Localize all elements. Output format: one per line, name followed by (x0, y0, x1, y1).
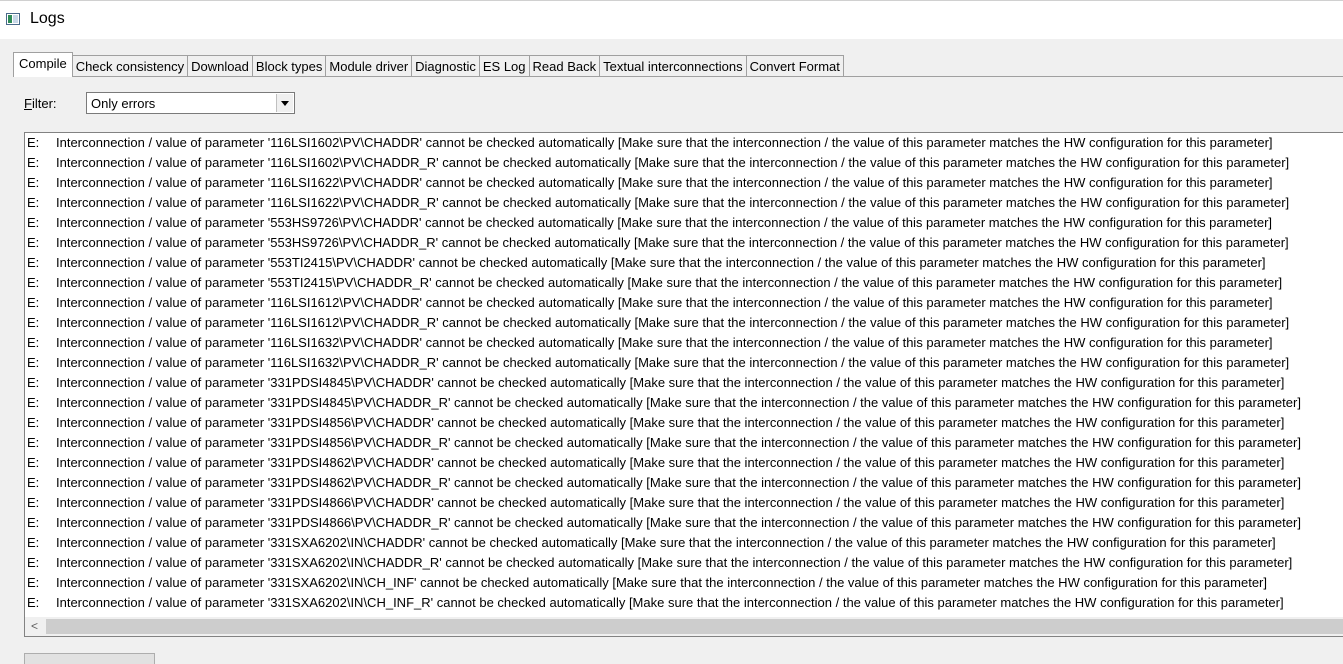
log-message: Interconnection / value of parameter '331PDSI4866\PV\CHADDR_R' cannot be checked automatically [Make sure that the interconnection / the value of this parameter matches the HW configuration for this parameter] (56, 515, 1301, 530)
log-level: E: (27, 415, 40, 430)
tab-block-types[interactable]: Block types (253, 55, 326, 77)
log-message: Interconnection / value of parameter '553HS9726\PV\CHADDR_R' cannot be checked automatically [Make sure that the interconnection / the value of this parameter matches the HW configuration for this parameter] (56, 235, 1289, 250)
log-message: Interconnection / value of parameter '331PDSI4845\PV\CHADDR' cannot be checked automatically [Make sure that the interconnection / the value of this parameter matches the HW configuration for this parameter] (56, 375, 1285, 390)
log-message: Interconnection / value of parameter '331SXA6202\IN\CH_INF_R' cannot be checked automatically [Make sure that the interconnection / the value of this parameter matches the HW configuration for this parameter] (56, 595, 1284, 610)
tab-diagnostic[interactable]: Diagnostic (412, 55, 480, 77)
log-message: Interconnection / value of parameter '116LSI1602\PV\CHADDR_R' cannot be checked automatically [Make sure that the interconnection / the value of this parameter matches the HW configuration for this parameter] (56, 155, 1290, 170)
title-bar (0, 0, 1343, 39)
filter-dropdown-value: Only errors (91, 96, 156, 111)
tab-es-log[interactable]: ES Log (480, 55, 530, 77)
filter-label-accelerator: F (24, 96, 32, 111)
chevron-left-icon[interactable]: < (30, 619, 38, 633)
tab-textual-interconnections[interactable]: Textual interconnections (600, 55, 746, 77)
log-message: Interconnection / value of parameter '331PDSI4845\PV\CHADDR_R' cannot be checked automatically [Make sure that the interconnection / the value of this parameter matches the HW configuration for this parameter] (56, 395, 1301, 410)
tab-read-back[interactable]: Read Back (530, 55, 601, 77)
log-message: Interconnection / value of parameter '116LSI1602\PV\CHADDR' cannot be checked automatically [Make sure that the interconnection / the value of this parameter matches the HW configuration for this parameter] (56, 135, 1273, 150)
tab-module-driver[interactable]: Module driver (326, 55, 412, 77)
chevron-down-icon[interactable] (276, 94, 293, 112)
log-message: Interconnection / value of parameter '331PDSI4862\PV\CHADDR' cannot be checked automatically [Make sure that the interconnection / the value of this parameter matches the HW configuration for this parameter] (56, 455, 1285, 470)
log-message: Interconnection / value of parameter '553TI2415\PV\CHADDR_R' cannot be checked automatically [Make sure that the interconnection / the value of this parameter matches the HW configuration for this parameter] (56, 275, 1283, 290)
log-level: E: (27, 335, 40, 350)
log-level: E: (27, 455, 40, 470)
tab-compile[interactable]: Compile (13, 52, 73, 77)
log-level: E: (27, 475, 40, 490)
log-level: E: (27, 395, 40, 410)
tab-strip (13, 53, 844, 77)
log-level: E: (27, 355, 40, 370)
log-message: Interconnection / value of parameter '553TI2415\PV\CHADDR' cannot be checked automatically [Make sure that the interconnection / the value of this parameter matches the HW configuration for this parameter] (56, 255, 1266, 270)
app-window-icon (6, 13, 20, 25)
log-level: E: (27, 255, 40, 270)
log-level: E: (27, 195, 40, 210)
log-level: E: (27, 435, 40, 450)
log-level: E: (27, 375, 40, 390)
log-list[interactable] (24, 132, 1343, 637)
tab-check-consistency[interactable]: Check consistency (73, 55, 188, 77)
window-title: Logs (30, 10, 65, 27)
log-level: E: (27, 595, 40, 610)
log-message: Interconnection / value of parameter '116LSI1612\PV\CHADDR' cannot be checked automatically [Make sure that the interconnection / the value of this parameter matches the HW configuration for this parameter] (56, 295, 1273, 310)
log-level: E: (27, 175, 40, 190)
filter-label (24, 96, 57, 111)
log-message: Interconnection / value of parameter '116LSI1632\PV\CHADDR' cannot be checked automatically [Make sure that the interconnection / the value of this parameter matches the HW configuration for this parameter] (56, 335, 1273, 350)
filter-dropdown[interactable] (86, 92, 295, 114)
log-level: E: (27, 575, 40, 590)
horizontal-scrollbar[interactable] (25, 617, 1343, 636)
log-level: E: (27, 315, 40, 330)
log-level: E: (27, 275, 40, 290)
log-message: Interconnection / value of parameter '116LSI1612\PV\CHADDR_R' cannot be checked automatically [Make sure that the interconnection / the value of this parameter matches the HW configuration for this parameter] (56, 315, 1290, 330)
log-message: Interconnection / value of parameter '116LSI1622\PV\CHADDR' cannot be checked automatically [Make sure that the interconnection / the value of this parameter matches the HW configuration for this parameter] (56, 175, 1273, 190)
log-level: E: (27, 155, 40, 170)
tab-convert-format[interactable]: Convert Format (747, 55, 844, 77)
log-message: Interconnection / value of parameter '331PDSI4856\PV\CHADDR_R' cannot be checked automatically [Make sure that the interconnection / the value of this parameter matches the HW configuration for this parameter] (56, 435, 1301, 450)
log-level: E: (27, 515, 40, 530)
log-message: Interconnection / value of parameter '331PDSI4856\PV\CHADDR' cannot be checked automatically [Make sure that the interconnection / the value of this parameter matches the HW configuration for this parameter] (56, 415, 1285, 430)
log-level: E: (27, 215, 40, 230)
tab-divider (13, 76, 1343, 77)
scrollbar-thumb[interactable] (46, 619, 1343, 634)
tab-download[interactable]: Download (188, 55, 253, 77)
log-message: Interconnection / value of parameter '116LSI1622\PV\CHADDR_R' cannot be checked automatically [Make sure that the interconnection / the value of this parameter matches the HW configuration for this parameter] (56, 195, 1290, 210)
log-level: E: (27, 135, 40, 150)
log-level: E: (27, 295, 40, 310)
log-level: E: (27, 555, 40, 570)
log-message: Interconnection / value of parameter '331PDSI4866\PV\CHADDR' cannot be checked automatically [Make sure that the interconnection / the value of this parameter matches the HW configuration for this parameter] (56, 495, 1285, 510)
log-level: E: (27, 535, 40, 550)
log-level: E: (27, 235, 40, 250)
log-message: Interconnection / value of parameter '331SXA6202\IN\CHADDR' cannot be checked automatically [Make sure that the interconnection / the value of this parameter matches the HW configuration for this parameter] (56, 535, 1276, 550)
log-message: Interconnection / value of parameter '553HS9726\PV\CHADDR' cannot be checked automatically [Make sure that the interconnection / the value of this parameter matches the HW configuration for this parameter] (56, 215, 1273, 230)
filter-label-text: ilter: (31, 96, 57, 111)
log-message: Interconnection / value of parameter '331SXA6202\IN\CHADDR_R' cannot be checked automatically [Make sure that the interconnection / the value of this parameter matches the HW configuration for this parameter] (56, 555, 1293, 570)
log-level: E: (27, 495, 40, 510)
log-message: Interconnection / value of parameter '331PDSI4862\PV\CHADDR_R' cannot be checked automatically [Make sure that the interconnection / the value of this parameter matches the HW configuration for this parameter] (56, 475, 1301, 490)
log-message: Interconnection / value of parameter '116LSI1632\PV\CHADDR_R' cannot be checked automatically [Make sure that the interconnection / the value of this parameter matches the HW configuration for this parameter] (56, 355, 1290, 370)
log-message: Interconnection / value of parameter '331SXA6202\IN\CH_INF' cannot be checked automatically [Make sure that the interconnection / the value of this parameter matches the HW configuration for this parameter] (56, 575, 1267, 590)
